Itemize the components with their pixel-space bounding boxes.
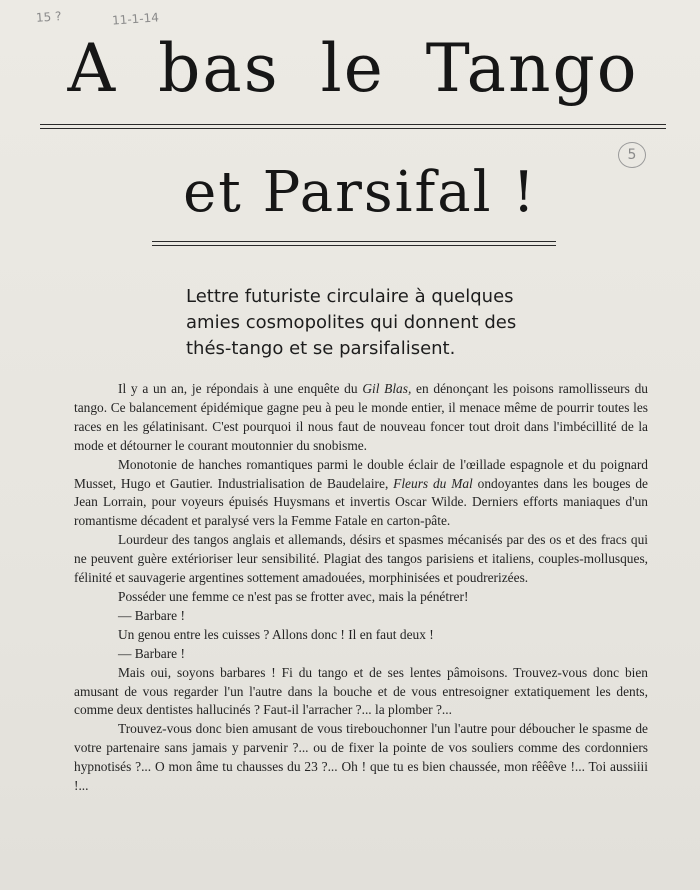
paragraph-2: [74, 456, 648, 532]
subtitle-line-1: Lettre futuriste circulaire à quelques: [186, 286, 514, 307]
letter-body: [74, 380, 648, 796]
gil-blas-title: Gil Blas,: [362, 381, 412, 396]
handwritten-note-date: 11-1-14: [111, 10, 160, 28]
paragraph-4: Posséder une femme ce n'est pas se frotter avec, mais la pénétrer!: [118, 588, 469, 604]
subtitle-line-2: amies cosmopolites qui donnent des: [186, 312, 517, 333]
double-rule-bottom: [152, 241, 556, 246]
subtitle-line-3: thés-tango et se parsifalisent.: [186, 338, 456, 359]
double-rule-top: [40, 124, 666, 129]
paragraph-3: Lourdeur des tangos anglais et allemands, désirs et spasmes mécanisés par des os et des fracs qui ne peuvent guère extérioriser leur sensibilité. Plagiat des tangos parisiens et italiens, couples-mollusques, félinité et sauvagerie argentines sottement amadouées, morphinisées et poudrerizées.: [74, 532, 648, 586]
paragraph-5: — Barbare !: [118, 607, 185, 623]
paragraph-2-end: ondoyantes dans les bouges de Jean Lorrain, pour voyeurs épuisés Huysmans et invertis Oscar Wilde. Derniers efforts maniaques d'un romantisme décadent et paralysé vers la Femme Fatale en carton-pâte.: [74, 475, 648, 529]
paragraph-6: Un genou entre les cuisses ? Allons donc ! Il en faut deux !: [118, 626, 434, 642]
paragraph-7: — Barbare !: [118, 645, 185, 661]
paragraph-1: [74, 380, 648, 456]
paragraph-1-start: Il y a un an, je répondais à une enquête du: [118, 381, 363, 396]
paragraph-9: Trouvez-vous donc bien amusant de vous tirebouchonner l'un l'autre pour déboucher le spasme de votre partenaire sans jamais y parvenir ?... ou de fixer la pointe de vos souliers comme des cordonniers hypnotisés ?... O mon âme tu chausses du 23 ?... Oh ! que tu es bien chaussée, mon rêêêve !... Toi aussiiii !...: [74, 721, 648, 794]
subtitle: [186, 284, 566, 362]
circled-page-number: 5: [618, 142, 646, 168]
title-line-2: et Parsifal !: [183, 160, 537, 225]
handwritten-note-left: 15 ?: [35, 9, 62, 25]
paragraph-8: Mais oui, soyons barbares ! Fi du tango et de ses lentes pâmoisons. Trouvez-vous donc bien amusant de vous regarder l'un l'autre dans la bouche et de vous entresoigner extatiquement les dents, comme deux dentistes hallucinés ? Faut-il l'arracher ?... la plomber ?...: [74, 664, 648, 718]
paragraph-2-start: Monotonie de hanches romantiques parmi le double éclair de l'œillade espagnole et du poignard Musset, Hugo et Gautier. Industrialisation de Baudelaire,: [74, 456, 648, 491]
paragraph-1-end: en dénonçant les poisons ramollisseurs du tango. Ce balancement épidémique gagne peu à peu le monde entier, il menace même de pourrir toutes les races en les gélatinisant. C'est pourquoi il nous faut de nouveau foncer tout droit dans l'imbécillité de la mode et détourner le courant moutonnier du snobisme.: [74, 381, 648, 453]
title-line-1: A bas le Tango: [67, 30, 639, 107]
fleurs-du-mal-title: Fleurs du Mal: [393, 475, 473, 491]
